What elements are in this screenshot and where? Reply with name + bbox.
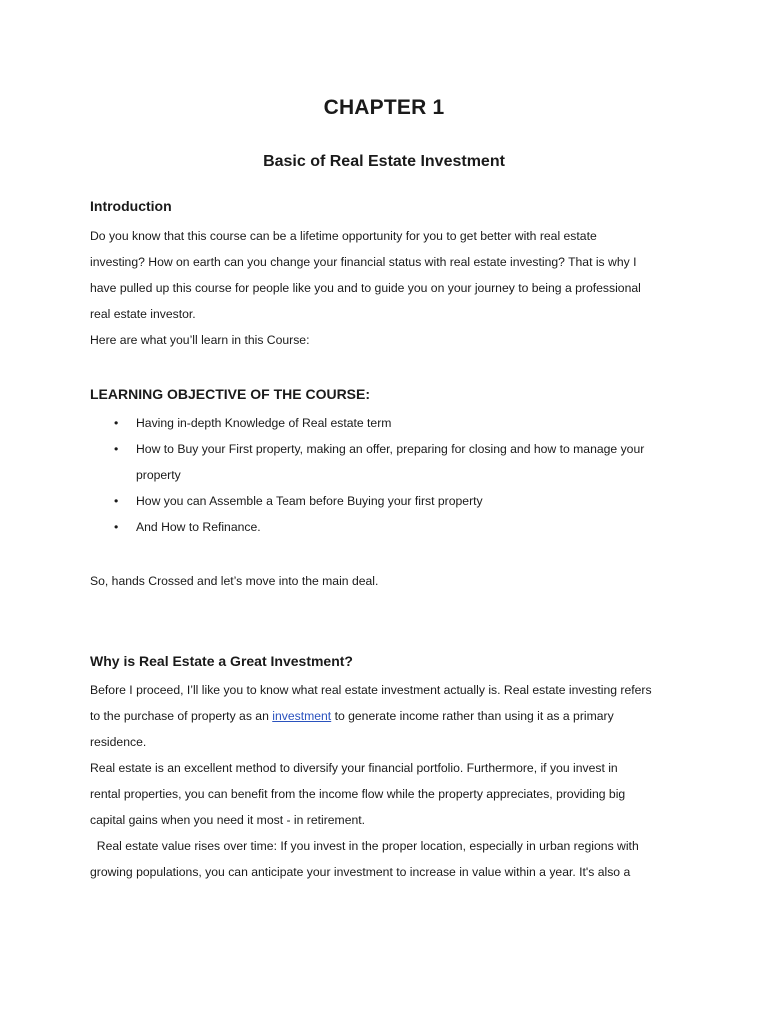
why-heading: Why is Real Estate a Great Investment? (90, 653, 353, 669)
list-item-text: And How to Refinance. (136, 520, 261, 534)
list-item (90, 514, 690, 540)
paragraph-line: rental properties, you can benefit from the income flow while the property appreciates, providing big (90, 787, 626, 801)
list-item (90, 436, 690, 488)
paragraph-line: growing populations, you can anticipate your investment to increase in value within a year. It's also a (90, 865, 631, 879)
investment-link[interactable]: investment (272, 709, 332, 723)
bullet-icon: • (114, 520, 119, 534)
bullet-icon: • (114, 442, 119, 456)
paragraph-line: Before I proceed, I’ll like you to know what real estate investment actually is. Real estate investing refers (90, 683, 652, 697)
list-item-text: How to Buy your First property, making an offer, preparing for closing and how to manage your (136, 442, 645, 456)
closing-paragraph (90, 568, 680, 594)
paragraph-line: Here are what you’ll learn in this Course: (90, 333, 310, 347)
list-item-text: How you can Assemble a Team before Buying your first property (136, 494, 483, 508)
list-item-text: property (136, 468, 181, 482)
paragraph-text: to the purchase of property as an (90, 709, 273, 723)
paragraph-line: So, hands Crossed and let’s move into the main deal. (90, 574, 379, 588)
list-item-text: Having in-depth Knowledge of Real estate term (136, 416, 392, 430)
paragraph-line (90, 703, 680, 729)
paragraph-line: Do you know that this course can be a lifetime opportunity for you to get better with real estate (90, 229, 597, 243)
paragraph-line: real estate investor. (90, 307, 196, 321)
paragraph-line: residence. (90, 735, 147, 749)
why-paragraph (90, 677, 680, 885)
paragraph-line: Real estate is an excellent method to diversify your financial portfolio. Furthermore, if you invest in (90, 761, 618, 775)
bullet-icon: • (114, 494, 119, 508)
paragraph-text: to generate income rather than using it as a primary (331, 709, 614, 723)
chapter-subtitle: Basic of Real Estate Investment (263, 153, 505, 170)
bullet-icon: • (114, 416, 119, 430)
objectives-heading: LEARNING OBJECTIVE OF THE COURSE: (90, 386, 371, 402)
paragraph-line: Real estate value rises over time: If you invest in the proper location, especially in urban regions with (90, 839, 639, 853)
objectives-list (90, 410, 690, 540)
list-item (90, 410, 690, 436)
paragraph-line: have pulled up this course for people like you and to guide you on your journey to being a professional (90, 281, 641, 295)
paragraph-line: capital gains when you need it most - in retirement. (90, 813, 366, 827)
introduction-paragraph (90, 223, 680, 353)
introduction-heading: Introduction (90, 198, 172, 214)
paragraph-line: investing? How on earth can you change your financial status with real estate investing? That is why I (90, 255, 637, 269)
chapter-title: CHAPTER 1 (323, 96, 445, 119)
list-item (90, 488, 690, 514)
